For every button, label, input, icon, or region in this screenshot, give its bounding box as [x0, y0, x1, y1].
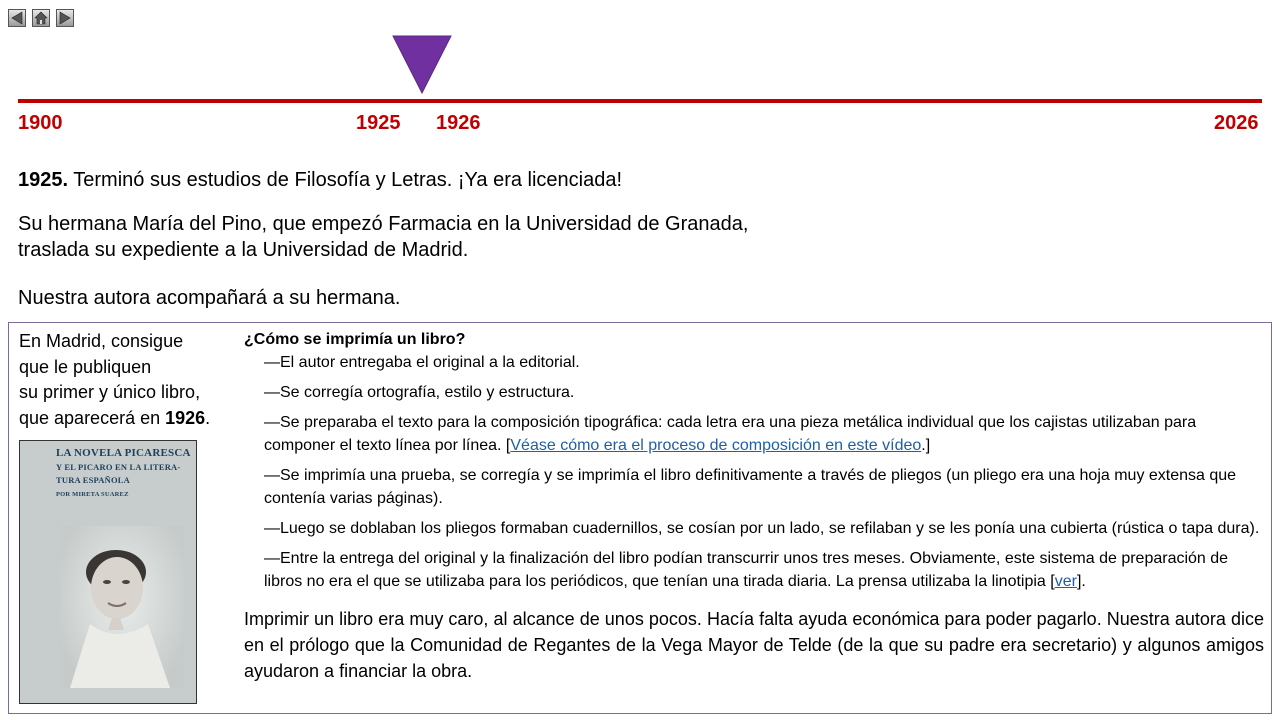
printing-step-4: —Se imprimía una prueba, se corregía y se imprimía el libro definitivamente a través de pliegos (un pliego era una hoja muy extensa que contenía varias páginas).	[264, 467, 1237, 507]
sidebar-line	[19, 406, 239, 432]
home-button[interactable]	[32, 9, 50, 27]
sidebar-text	[19, 329, 239, 431]
composition-video-link[interactable]: Véase cómo era el proceso de composición en este vídeo	[510, 437, 922, 454]
intro-line-3: traslada su expediente a la Universidad de Madrid.	[18, 239, 469, 261]
cover-title-line: Y EL PICARO EN LA LITERA-	[56, 461, 181, 472]
printing-question-heading: ¿Cómo se imprimía un libro?	[244, 331, 466, 348]
year-label-start: 1900	[18, 112, 63, 134]
printing-step-3-end: .]	[921, 437, 931, 454]
sidebar-line-suffix: .	[205, 407, 211, 428]
cover-title-line: TURA ESPAÑOLA	[56, 475, 130, 485]
triangle-right-icon	[58, 11, 72, 25]
house-icon	[34, 11, 48, 25]
sidebar-line: su primer y único libro,	[19, 382, 201, 402]
timeline-line	[18, 99, 1262, 103]
printing-step-5: —Luego se doblaban los pliegos formaban cuadernillos, se cosían por un lado, se refilaban y se les ponía una cubierta (rústica o tapa dura).	[264, 520, 1260, 537]
year-label-1926: 1926	[436, 112, 481, 134]
printing-step-1: —El autor entregaba el original a la editorial.	[264, 354, 580, 371]
printing-step-6	[264, 547, 1264, 593]
cover-title-line: LA NOVELA PICARESCA	[56, 447, 191, 459]
intro-year: 1925.	[18, 169, 69, 191]
sidebar-line-prefix: que aparecerá en	[19, 407, 166, 428]
intro-paragraph-3: Nuestra autora acompañará a su hermana.	[18, 287, 401, 309]
cover-author: POR MIRETA SUAREZ	[56, 490, 129, 498]
sidebar-line: En Madrid, consigue	[19, 331, 184, 351]
linotype-link[interactable]: ver	[1054, 573, 1077, 590]
content-panel	[8, 322, 1272, 714]
triangle-left-icon	[10, 11, 24, 25]
printing-step-3-text: —Se preparaba el texto para la composición tipográfica: cada letra era una pieza metálica individual que los cajistas utilizaban para componer el texto línea por línea. [	[264, 414, 1197, 454]
intro-paragraph-1	[18, 167, 622, 193]
timeline-marker-icon	[392, 35, 452, 95]
sidebar-line: que le publiquen	[19, 356, 152, 377]
printing-step-2: —Se corregía ortografía, estilo y estructura.	[264, 384, 575, 401]
cover-portrait	[60, 526, 184, 688]
back-button[interactable]	[8, 9, 26, 27]
forward-button[interactable]	[56, 9, 74, 27]
closing-paragraph: Imprimir un libro era muy caro, al alcance de unos pocos. Hacía falta ayuda económica para poder pagarlo. Nuestra autora dice en el prólogo que la Comunidad de Regantes de la Vega Mayor de Telde (de la que su padre era secretario) y algunos amigos ayudaron a financiar la obra.	[244, 609, 1264, 681]
year-label-1925: 1925	[356, 112, 401, 134]
intro-line-2: Su hermana María del Pino, que empezó Farmacia en la Universidad de Granada,	[18, 213, 749, 235]
sidebar-year: 1926	[165, 407, 206, 428]
intro-paragraph-2	[18, 211, 748, 263]
printing-step-3	[264, 411, 1264, 457]
book-cover-image	[19, 440, 197, 704]
intro-line-1: Terminó sus estudios de Filosofía y Letras. ¡Ya era licenciada!	[68, 169, 623, 191]
portrait-photo-icon	[60, 526, 184, 688]
printing-step-6-end: ].	[1076, 573, 1086, 590]
printing-process-section	[244, 329, 1264, 684]
year-label-end: 2026	[1214, 112, 1259, 134]
printing-step-6-text: —Entre la entrega del original y la finalización del libro podían transcurrir unos tres meses. Obviamente, este sistema de preparación de libros no era el que se utilizaba para los periódicos, que tenían una tirada diaria. La prensa utilizaba la linotipia [	[264, 550, 1229, 590]
